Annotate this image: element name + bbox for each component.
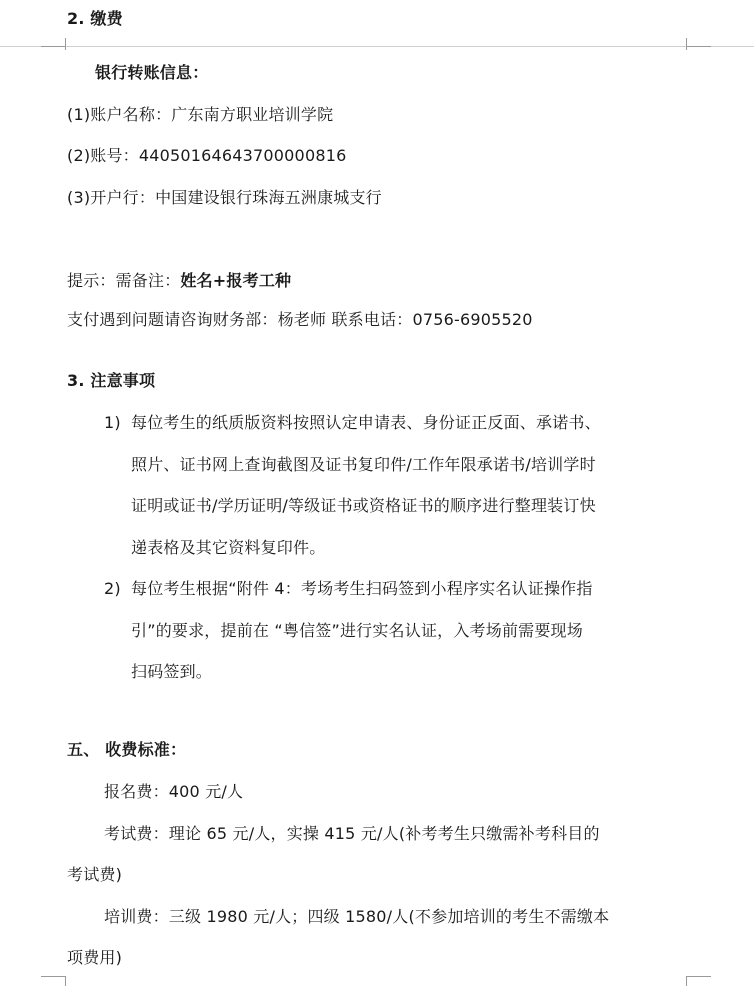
- account-number: (2)账号：44050164643700000816: [67, 146, 347, 165]
- exam-fee-line-2: 考试费): [67, 865, 123, 884]
- payment-note: [67, 270, 291, 292]
- section-heading-notes: 3. 注意事项: [67, 371, 156, 390]
- notes-item-1-line-4: 递表格及其它资料复印件。: [131, 538, 326, 557]
- notes-item-2-number: 2): [104, 579, 121, 598]
- margin-mark-top-right-lower: [686, 46, 711, 50]
- finance-contact: 支付遇到问题请咨询财务部：杨老师 联系电话：0756-6905520: [67, 310, 533, 329]
- section-heading-payment: 2. 缴费: [67, 9, 123, 28]
- notes-item-1-line-3: 证明或证书/学历证明/等级证书或资格证书的顺序进行整理装订快: [131, 496, 596, 515]
- notes-item-2-line-1: 每位考生根据“附件 4：考场考生扫码签到小程序实名认证操作指: [131, 579, 593, 598]
- account-name: (1)账户名称：广东南方职业培训学院: [67, 105, 334, 124]
- notes-item-1-number: 1): [104, 413, 121, 432]
- bank-transfer-title: 银行转账信息：: [95, 63, 209, 82]
- notes-item-2-line-2: 引”的要求，提前在 “粤信签”进行实名认证，入考场前需要现场: [131, 621, 583, 640]
- exam-fee-line-1: 考试费：理论 65 元/人，实操 415 元/人(补考考生只缴需补考科目的: [104, 824, 600, 843]
- notes-item-1-line-1: 每位考生的纸质版资料按照认定申请表、身份证正反面、承诺书、: [131, 413, 601, 432]
- payment-note-prefix: 提示：需备注：: [67, 271, 181, 290]
- bank-branch: (3)开户行：中国建设银行珠海五洲康城支行: [67, 188, 382, 207]
- section-heading-fees: 五、 收费标准：: [67, 740, 187, 759]
- notes-item-2-line-3: 扫码签到。: [131, 662, 213, 681]
- page-break-line: [0, 46, 754, 47]
- payment-note-bold: 姓名+报考工种: [180, 271, 292, 290]
- training-fee-line-1: 培训费：三级 1980 元/人；四级 1580/人(不参加培训的考生不需缴本: [104, 907, 610, 926]
- notes-item-1-line-2: 照片、证书网上查询截图及证书复印件/工作年限承诺书/培训学时: [131, 455, 596, 474]
- training-fee-line-2: 项费用): [67, 948, 123, 967]
- registration-fee: 报名费：400 元/人: [104, 782, 244, 801]
- margin-mark-top-left-lower: [41, 46, 66, 50]
